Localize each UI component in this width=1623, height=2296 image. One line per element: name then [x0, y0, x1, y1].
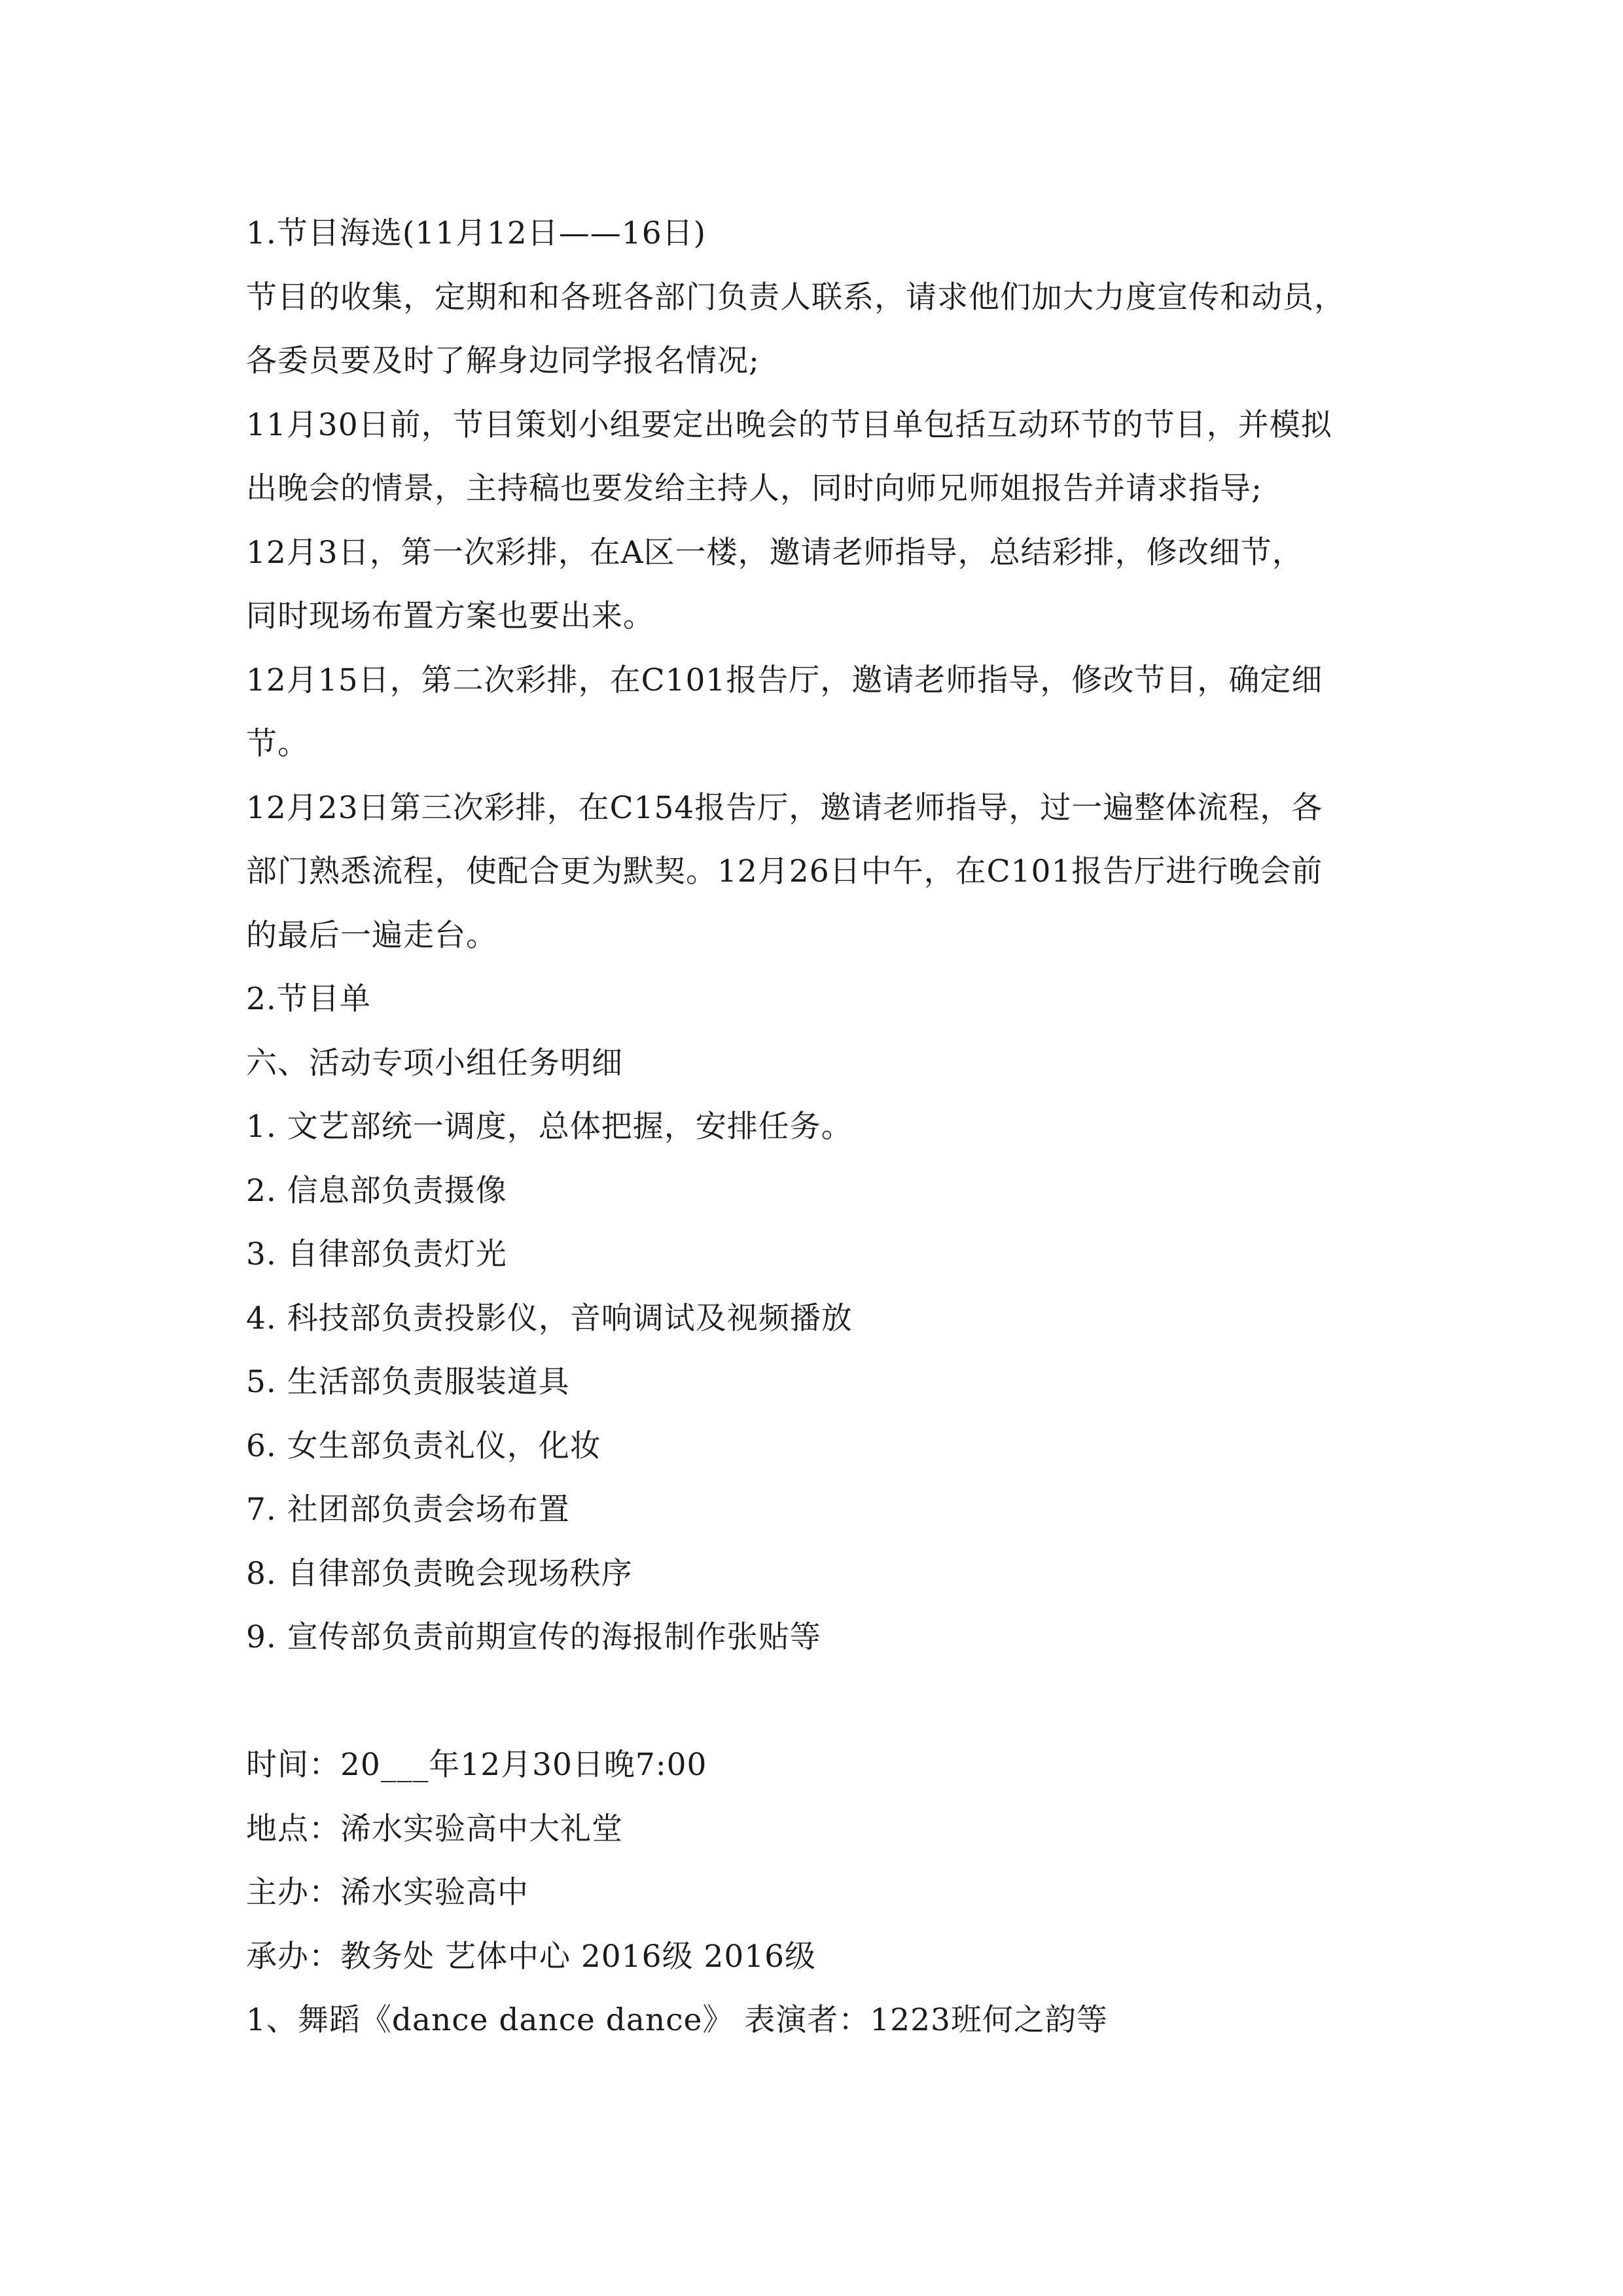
paragraph-line: 节。 — [246, 726, 309, 762]
list-item: 7. 社团部负责会场布置 — [246, 1492, 570, 1528]
section-heading-task-details: 六、活动专项小组任务明细 — [246, 1045, 623, 1081]
paragraph-line: 的最后一遍走台。 — [246, 917, 497, 954]
list-item: 6. 女生部负责礼仪，化妆 — [246, 1427, 601, 1464]
section-heading-audition: 1.节目海选(11月12日——16日) — [246, 215, 706, 251]
list-item: 3. 自律部负责灯光 — [246, 1236, 507, 1272]
paragraph-line: 12月15日，第二次彩排，在C101报告厅，邀请老师指导，修改节目，确定细 — [246, 662, 1323, 698]
paragraph-line: 部门熟悉流程，使配合更为默契。12月26日中午，在C101报告厅进行晚会前 — [246, 853, 1323, 889]
list-item: 2. 信息部负责摄像 — [246, 1172, 507, 1209]
paragraph-line: 节目的收集，定期和和各班各部门负责人联系，请求他们加大力度宣传和动员， — [246, 279, 1346, 315]
document-body — [246, 202, 1424, 2053]
blank-line — [246, 1670, 1424, 1734]
paragraph-line: 12月23日第三次彩排，在C154报告厅，邀请老师指导，过一遍整体流程，各 — [246, 789, 1323, 826]
paragraph-line: 各委员要及时了解身边同学报名情况; — [246, 343, 760, 379]
list-item: 8. 自律部负责晚会现场秩序 — [246, 1555, 633, 1592]
list-item: 4. 科技部负责投影仪，音响调试及视频播放 — [246, 1300, 853, 1336]
list-item: 9. 宣传部负责前期宣传的海报制作张贴等 — [246, 1619, 821, 1655]
list-item: 1. 文艺部统一调度，总体把握，安排任务。 — [246, 1109, 853, 1145]
paragraph-line: 同时现场布置方案也要出来。 — [246, 598, 654, 634]
paragraph-line: 12月3日，第一次彩排，在A区一楼，邀请老师指导，总结彩排，修改细节， — [246, 534, 1304, 571]
program-item: 1、舞蹈《dance dance dance》 表演者：1223班何之韵等 — [246, 2002, 1108, 2038]
section-heading-program-list: 2.节目单 — [246, 981, 371, 1017]
paragraph-line: 11月30日前，节目策划小组要定出晚会的节目单包括互动环节的节目，并模拟 — [246, 406, 1332, 443]
event-organizer: 承办：教务处 艺体中心 2016级 2016级 — [246, 1938, 817, 1975]
event-host: 主办：浠水实验高中 — [246, 1874, 529, 1910]
paragraph-line: 出晚会的情景，主持稿也要发给主持人，同时向师兄师姐报告并请求指导; — [246, 471, 1262, 507]
event-location: 地点：浠水实验高中大礼堂 — [246, 1810, 623, 1847]
list-item: 5. 生活部负责服装道具 — [246, 1364, 570, 1400]
event-time: 时间：20___年12月30日晚7:00 — [246, 1747, 707, 1783]
